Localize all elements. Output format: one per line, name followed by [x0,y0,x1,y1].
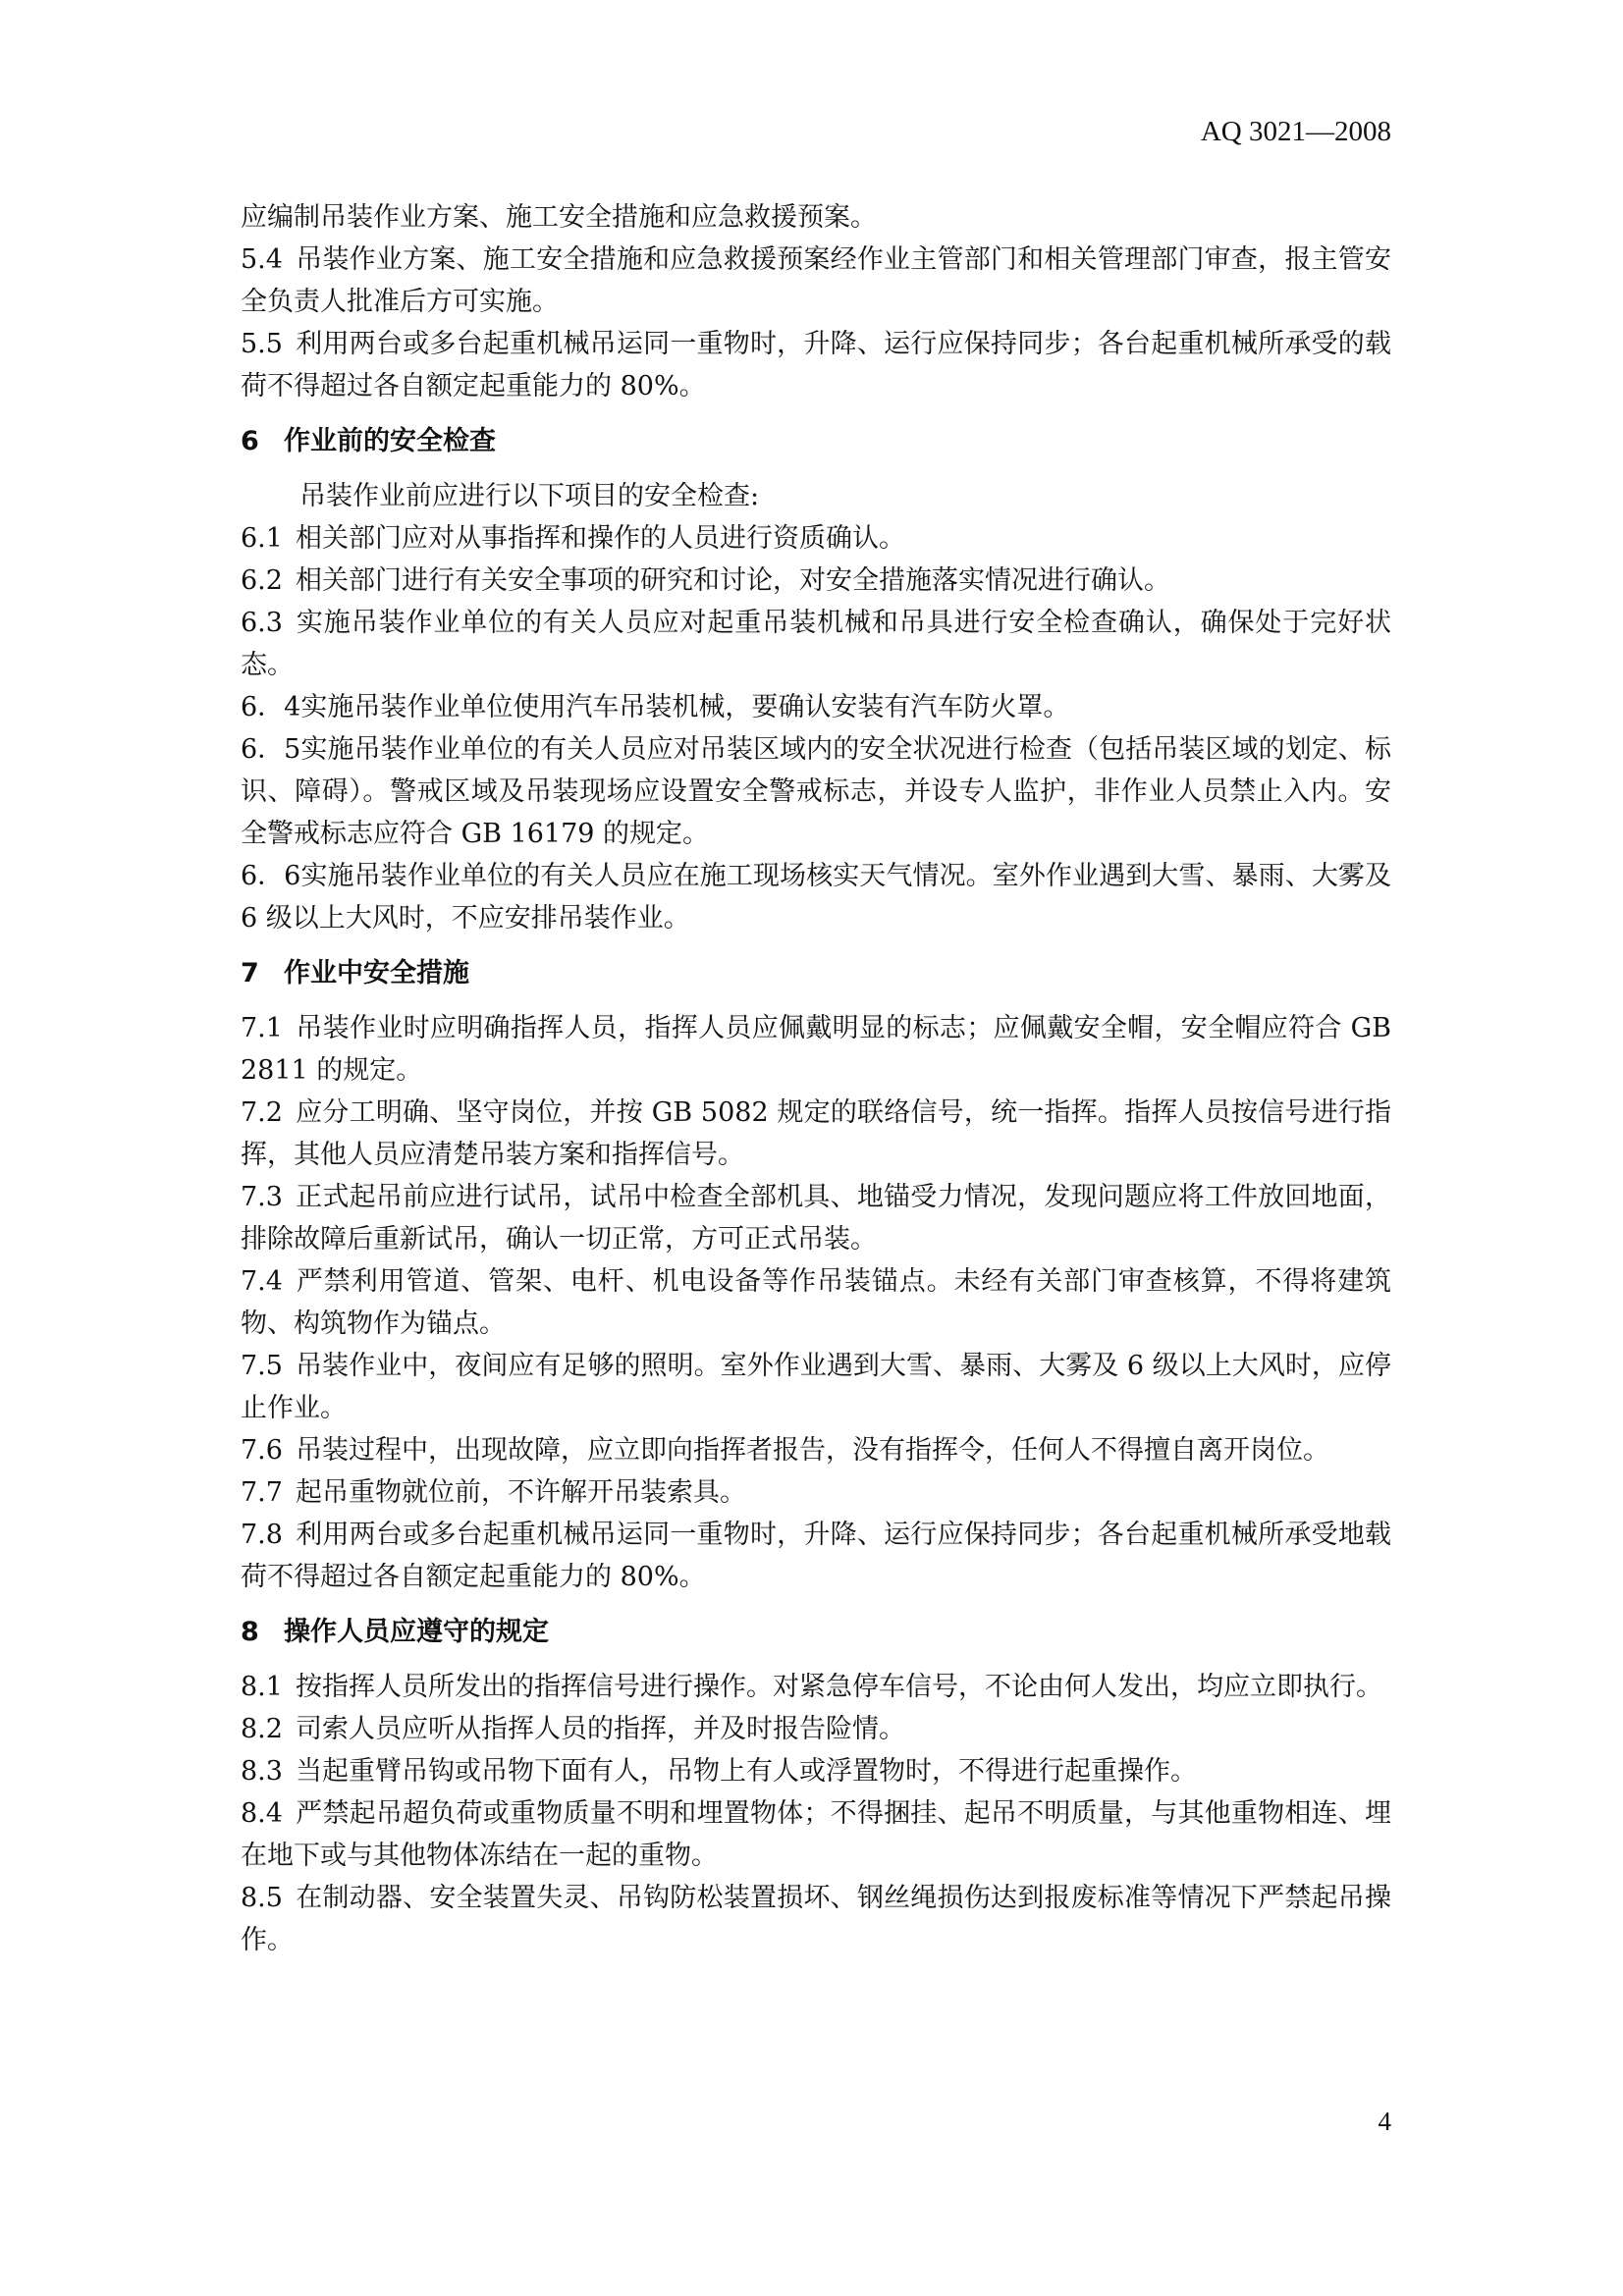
clause-text: 吊装作业中，夜间应有足够的照明。室外作业遇到大雪、暴雨、大雾及 6 级以上大风时，应停止作业。 [241,1351,1391,1423]
clause-number: 8.4 [241,1798,283,1829]
clause-number: 6．5 [241,734,301,765]
clause-number: 7.4 [241,1266,283,1297]
clause-number: 6.2 [241,565,283,596]
clause-number: 8.3 [241,1756,283,1787]
clause-number: 5.4 [241,244,283,275]
section-title: 作业中安全措施 [284,958,469,988]
clause-6-6 [241,855,1391,939]
paragraph: 吊装作业前应进行以下项目的安全检查: [299,481,760,511]
page-number: 4 [1378,2107,1391,2136]
clause-number: 6.3 [241,608,283,638]
clause-7-5 [241,1345,1391,1429]
clause-text: 严禁起吊超负荷或重物质量不明和埋置物体；不得捆挂、起吊不明质量，与其他重物相连、埋在地下或与其他物体冻结在一起的重物。 [241,1798,1391,1871]
section-number: 6 [241,426,259,456]
clause-8-5 [241,1877,1391,1961]
section-heading-7 [241,952,1391,994]
clause-text: 正式起吊前应进行试吊，试吊中检查全部机具、地锚受力情况，发现问题应将工件放回地面，排除故障后重新试吊，确认一切正常，方可正式吊装。 [241,1182,1391,1255]
clause-text: 实施吊装作业单位的有关人员应对吊装区域内的安全状况进行检查（包括吊装区域的划定、标识、障碍）。警戒区域及吊装现场应设置安全警戒标志，并设专人监护，非作业人员禁止入内。安全警戒标志应符合 GB 16179 的规定。 [241,734,1391,849]
paragraph: 应编制吊装作业方案、施工安全措施和应急救援预案。 [241,202,877,233]
clause-number: 7.3 [241,1182,283,1212]
clause-6-4 [241,686,1391,728]
clause-number: 7.7 [241,1477,283,1508]
clause-8-2 [241,1708,1391,1750]
clause-text: 吊装过程中，出现故障，应立即向指挥者报告，没有指挥令，任何人不得擅自离开岗位。 [296,1435,1329,1466]
clause-7-2 [241,1092,1391,1176]
section-number: 8 [241,1617,259,1647]
clause-6-3 [241,602,1391,686]
clause-text: 实施吊装作业单位使用汽车吊装机械，要确认安装有汽车防火罩。 [300,692,1070,722]
section-title: 作业前的安全检查 [284,426,496,456]
clause-number: 6.1 [241,523,283,554]
clause-7-4 [241,1260,1391,1345]
clause-text: 吊装作业方案、施工安全措施和应急救援预案经作业主管部门和相关管理部门审查，报主管安全负责人批准后方可实施。 [241,244,1391,317]
section-title: 操作人员应遵守的规定 [284,1617,549,1647]
document-number: AQ 3021—2008 [1200,116,1391,147]
clause-text: 起吊重物就位前，不许解开吊装索具。 [296,1477,746,1508]
section-heading-8 [241,1611,1391,1653]
clause-number: 8.2 [241,1714,283,1744]
clause-6-1 [241,517,1391,560]
clause-8-4 [241,1792,1391,1877]
clause-text: 严禁利用管道、管架、电杆、机电设备等作吊装锚点。未经有关部门审查核算，不得将建筑物、构筑物作为锚点。 [241,1266,1391,1339]
clause-text: 当起重臂吊钩或吊物下面有人，吊物上有人或浮置物时，不得进行起重操作。 [296,1756,1197,1787]
section-heading-6 [241,420,1391,462]
clause-number: 7.1 [241,1013,283,1043]
clause-number: 6．6 [241,861,301,891]
clause-6-5 [241,728,1391,855]
clause-text: 相关部门进行有关安全事项的研究和讨论，对安全措施落实情况进行确认。 [296,565,1170,596]
clause-6-2 [241,560,1391,602]
clause-text: 在制动器、安全装置失灵、吊钩防松装置损坏、钢丝绳损伤达到报废标准等情况下严禁起吊操作。 [241,1883,1391,1955]
clause-number: 6．4 [241,692,301,722]
clause-7-7 [241,1471,1391,1514]
clause-text: 司索人员应听从指挥人员的指挥，并及时报告险情。 [296,1714,905,1744]
clause-7-3 [241,1176,1391,1260]
clause-number: 8.1 [241,1672,283,1702]
section-number: 7 [241,958,259,988]
clause-text: 利用两台或多台起重机械吊运同一重物时，升降、运行应保持同步；各台起重机械所承受的载荷不得超过各自额定起重能力的 80%。 [241,329,1391,401]
clause-7-8 [241,1514,1391,1598]
clause-text: 实施吊装作业单位的有关人员应在施工现场核实天气情况。室外作业遇到大雪、暴雨、大雾及 6 级以上大风时，不应安排吊装作业。 [241,861,1391,934]
clause-5-4 [241,239,1391,323]
clause-number: 7.8 [241,1520,283,1550]
clause-7-6 [241,1429,1391,1471]
clause-text: 利用两台或多台起重机械吊运同一重物时，升降、运行应保持同步；各台起重机械所承受地载荷不得超过各自额定起重能力的 80%。 [241,1520,1391,1592]
clause-number: 8.5 [241,1883,283,1913]
clause-8-1 [241,1666,1391,1708]
clause-text: 吊装作业时应明确指挥人员，指挥人员应佩戴明显的标志；应佩戴安全帽，安全帽应符合 GB 2811 的规定。 [241,1013,1391,1086]
clause-number: 7.6 [241,1435,283,1466]
clause-7-1 [241,1007,1391,1092]
page-content [241,196,1391,1961]
clause-text: 应分工明确、坚守岗位，并按 GB 5082 规定的联络信号，统一指挥。指挥人员按信号进行指挥，其他人员应清楚吊装方案和指挥信号。 [241,1097,1391,1170]
clause-number: 5.5 [241,329,283,359]
clause-number: 7.2 [241,1097,283,1128]
clause-8-3 [241,1750,1391,1792]
clause-5-5 [241,323,1391,407]
clause-text: 实施吊装作业单位的有关人员应对起重吊装机械和吊具进行安全检查确认，确保处于完好状态。 [241,608,1391,680]
clause-text: 按指挥人员所发出的指挥信号进行操作。对紧急停车信号，不论由何人发出，均应立即执行。 [296,1672,1382,1702]
clause-text: 相关部门应对从事指挥和操作的人员进行资质确认。 [296,523,905,554]
clause-number: 7.5 [241,1351,283,1381]
